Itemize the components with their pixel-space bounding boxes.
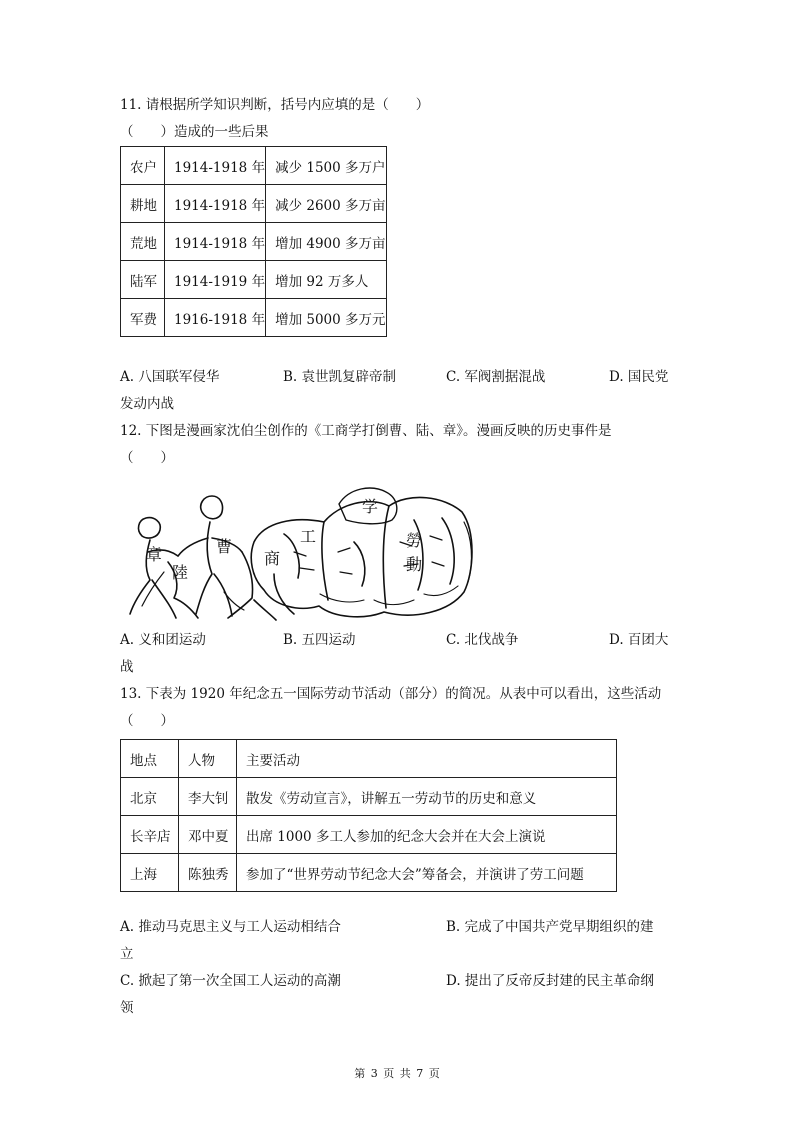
q11-option-c[interactable]: C. 军阀割据混战 bbox=[446, 369, 546, 385]
table-cell: 增加 4900 多万亩 bbox=[266, 223, 387, 261]
cartoon-char: 商 bbox=[263, 549, 281, 568]
q13-table bbox=[120, 739, 617, 892]
footer-label: 共 bbox=[399, 1067, 411, 1080]
table-cell: 邓中夏 bbox=[179, 816, 237, 854]
q12-option-d-wrap: 战 bbox=[120, 659, 134, 675]
page-number: 3 bbox=[370, 1067, 378, 1080]
cartoon-char: 陸 bbox=[171, 563, 189, 582]
table-cell: 散发《劳动宣言》，讲解五一劳动节的历史和意义 bbox=[237, 778, 617, 816]
q12-stem: 12. 下图是漫画家沈伯尘创作的《工商学打倒曹、陆、章》。漫画反映的历史事件是 bbox=[120, 423, 612, 439]
cartoon-image bbox=[124, 482, 476, 624]
q12-option-b[interactable]: B. 五四运动 bbox=[283, 632, 356, 648]
table-cell: 耕地 bbox=[121, 185, 165, 223]
cartoon-char: 曹 bbox=[215, 537, 233, 556]
q11-option-a[interactable]: A. 八国联军侵华 bbox=[120, 369, 220, 385]
q13-option-b[interactable]: B. 完成了中国共产党早期组织的建 bbox=[446, 919, 654, 935]
table-cell: 军费 bbox=[121, 299, 165, 337]
table-cell: 1914-1918 年 bbox=[165, 223, 266, 261]
cartoon-char: 工 bbox=[299, 527, 317, 546]
table-row bbox=[121, 854, 617, 892]
q11-stem-line2: （ ）造成的一些后果 bbox=[120, 124, 269, 140]
table-cell: 1914-1918 年 bbox=[165, 185, 266, 223]
table-row bbox=[121, 223, 387, 261]
table-cell: 1914-1919 年 bbox=[165, 261, 266, 299]
q12-stem-line2: （ ） bbox=[120, 450, 174, 466]
q12-option-c[interactable]: C. 北伐战争 bbox=[446, 632, 519, 648]
q11-option-d-wrap: 发动内战 bbox=[120, 396, 174, 412]
table-row bbox=[121, 299, 387, 337]
page-total: 7 bbox=[416, 1067, 424, 1080]
table-cell: 1916-1918 年 bbox=[165, 299, 266, 337]
table-header-cell: 主要活动 bbox=[237, 740, 617, 778]
table-header-cell: 人物 bbox=[179, 740, 237, 778]
table-row bbox=[121, 261, 387, 299]
table-header-row bbox=[121, 740, 617, 778]
footer-label: 页 bbox=[383, 1067, 395, 1080]
q13-option-b-wrap: 立 bbox=[120, 946, 134, 962]
cartoon-char: 動 bbox=[405, 555, 423, 574]
q13-option-c[interactable]: C. 掀起了第一次全国工人运动的高潮 bbox=[120, 973, 341, 989]
table-cell: 荒地 bbox=[121, 223, 165, 261]
q11-stem: 11. 请根据所学知识判断，括号内应填的是（ ） bbox=[120, 97, 430, 113]
table-cell: 减少 1500 多万户 bbox=[266, 147, 387, 185]
footer-label: 第 bbox=[354, 1067, 366, 1080]
table-row bbox=[121, 185, 387, 223]
table-row bbox=[121, 147, 387, 185]
table-cell: 增加 92 万多人 bbox=[266, 261, 387, 299]
cartoon-char: 勞 bbox=[405, 531, 423, 550]
q12-option-d[interactable]: D. 百团大 bbox=[609, 632, 669, 648]
table-cell: 李大钊 bbox=[179, 778, 237, 816]
table-cell: 北京 bbox=[121, 778, 179, 816]
q13-option-a[interactable]: A. 推动马克思主义与工人运动相结合 bbox=[120, 919, 341, 935]
page-footer bbox=[0, 1065, 794, 1081]
table-row bbox=[121, 816, 617, 854]
table-cell: 陈独秀 bbox=[179, 854, 237, 892]
table-cell: 上海 bbox=[121, 854, 179, 892]
table-header-cell: 地点 bbox=[121, 740, 179, 778]
table-cell: 减少 2600 多万亩 bbox=[266, 185, 387, 223]
q13-option-d-wrap: 领 bbox=[120, 1000, 134, 1016]
cartoon-char: 学 bbox=[361, 497, 379, 516]
footer-label: 页 bbox=[428, 1067, 440, 1080]
q13-stem: 13. 下表为 1920 年纪念五一国际劳动节活动（部分）的简况。从表中可以看出，这些活动 bbox=[120, 686, 662, 702]
table-cell: 长辛店 bbox=[121, 816, 179, 854]
cartoon-char: 章 bbox=[145, 545, 163, 564]
table-cell: 农户 bbox=[121, 147, 165, 185]
q13-stem-line2: （ ） bbox=[120, 713, 174, 729]
table-cell: 陆军 bbox=[121, 261, 165, 299]
table-cell: 出席 1000 多工人参加的纪念大会并在大会上演说 bbox=[237, 816, 617, 854]
table-cell: 增加 5000 多万元 bbox=[266, 299, 387, 337]
q11-option-b[interactable]: B. 袁世凯复辟帝制 bbox=[283, 369, 397, 385]
table-cell: 1914-1918 年 bbox=[165, 147, 266, 185]
table-cell: 参加了“世界劳动节纪念大会”筹备会，并演讲了劳工问题 bbox=[237, 854, 617, 892]
q12-option-a[interactable]: A. 义和团运动 bbox=[120, 632, 206, 648]
q11-option-d[interactable]: D. 国民党 bbox=[609, 369, 669, 385]
q11-table bbox=[120, 146, 387, 337]
table-row bbox=[121, 778, 617, 816]
q13-option-d[interactable]: D. 提出了反帝反封建的民主革命纲 bbox=[446, 973, 654, 989]
